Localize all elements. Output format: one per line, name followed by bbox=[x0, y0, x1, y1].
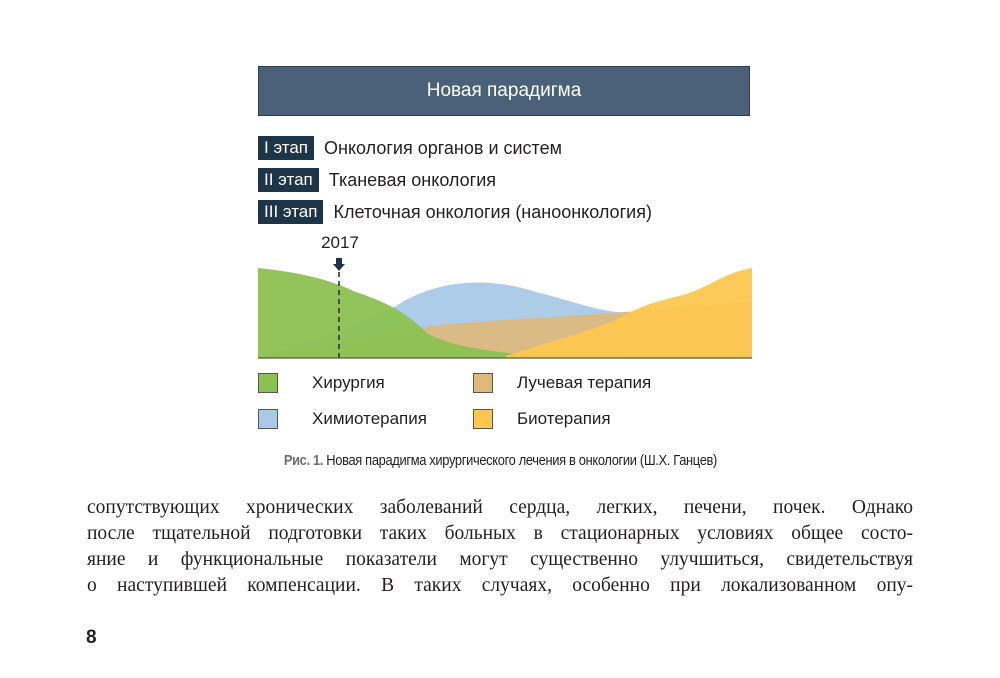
legend-radiation-label: Лучевая терапия bbox=[517, 373, 652, 392]
legend-chemotherapy-label: Химиотерапия bbox=[312, 409, 427, 428]
legend-biotherapy-label: Биотерапия bbox=[517, 409, 611, 428]
stage-2 bbox=[258, 167, 496, 193]
body-line-4: о наступившей компенсации. В таких случаях, особенно при локализованном опу- bbox=[87, 575, 913, 596]
radiation-swatch bbox=[473, 373, 493, 393]
paradigm-area-chart bbox=[256, 252, 754, 362]
page-number: 8 bbox=[86, 627, 97, 648]
arrow-down-icon bbox=[333, 258, 345, 271]
year-marker-label: 2017 bbox=[321, 233, 359, 252]
stage-1-text: Онкология органов и систем bbox=[324, 137, 562, 158]
stage-3-badge: III этап bbox=[258, 200, 323, 224]
stage-1 bbox=[258, 135, 562, 161]
figure-caption bbox=[70, 452, 930, 469]
stage-2-badge: II этап bbox=[258, 168, 319, 192]
legend-chemotherapy bbox=[258, 409, 427, 429]
body-line-1: сопутствующих хронических заболеваний сердца, легких, печени, почек. Однако bbox=[87, 497, 913, 518]
stage-1-badge: I этап bbox=[258, 136, 314, 160]
biotherapy-swatch bbox=[473, 409, 493, 429]
paradigm-header bbox=[258, 66, 750, 116]
chemotherapy-swatch bbox=[258, 409, 278, 429]
stage-3 bbox=[258, 199, 652, 225]
legend-surgery-label: Хирургия bbox=[312, 373, 385, 392]
body-paragraph bbox=[87, 495, 913, 599]
figure-caption-label: Рис. 1. bbox=[283, 452, 324, 469]
body-line-2: после тщательной подготовки таких больных в стационарных условиях общее состо- bbox=[87, 523, 913, 544]
legend-surgery bbox=[258, 373, 385, 393]
legend-radiation bbox=[473, 373, 651, 393]
legend-biotherapy bbox=[473, 409, 611, 429]
paradigm-header-title: Новая парадигма bbox=[426, 80, 582, 101]
surgery-swatch bbox=[258, 373, 278, 393]
figure-caption-text: Новая парадигма хирургического лечения в онкологии (Ш.Х. Ганцев) bbox=[323, 452, 718, 469]
stage-3-text: Клеточная онкология (наноонкология) bbox=[333, 201, 652, 222]
body-line-3: яние и функциональные показатели могут существенно улучшиться, свидетельствуя bbox=[87, 549, 913, 570]
stage-2-text: Тканевая онкология bbox=[328, 169, 497, 190]
